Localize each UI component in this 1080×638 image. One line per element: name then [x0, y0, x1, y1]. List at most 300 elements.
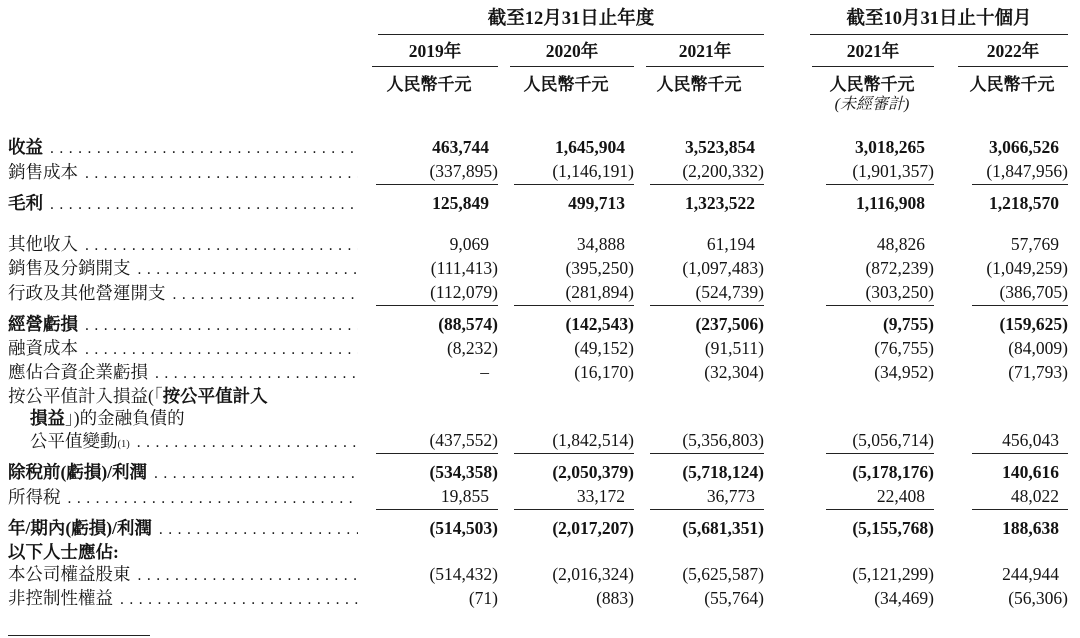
column-group-label: 截至12月31日止年度 [378, 8, 764, 35]
value: 33,172 [576, 486, 625, 506]
value: (142,543) [565, 314, 634, 334]
value-cell [956, 587, 1068, 611]
value-cell [956, 337, 1068, 361]
value: (84,009) [1008, 338, 1068, 358]
value-cell [810, 233, 934, 257]
value-cell [498, 485, 634, 510]
value-cell [634, 461, 764, 485]
value-cell [956, 563, 1068, 587]
value-bar [514, 337, 634, 361]
value: 1,218,570 [989, 193, 1059, 213]
value: (514,432) [429, 564, 498, 584]
value: (5,625,587) [682, 564, 764, 584]
value-cell [360, 361, 498, 385]
value: (514,503) [429, 518, 498, 538]
table-body [8, 136, 1080, 611]
row-label-part: 行政及其他營運開支 [8, 283, 166, 303]
value: (5,056,714) [852, 430, 934, 450]
value-cell [956, 517, 1068, 541]
value-bar [376, 587, 498, 611]
value: (1,097,483) [682, 258, 764, 278]
value-cell [634, 136, 764, 160]
value-cell [634, 337, 764, 361]
value-cell [810, 563, 934, 587]
value: (76,755) [874, 338, 934, 358]
value-bar [650, 361, 764, 385]
year-header-cell [956, 41, 1068, 67]
value-bar [972, 281, 1068, 306]
row-label [8, 257, 360, 281]
value-bar [826, 461, 934, 485]
value-cell [498, 563, 634, 587]
value-cell [810, 517, 934, 541]
value: 48,022 [1010, 486, 1059, 506]
table-row [8, 429, 1080, 454]
value-bar [972, 485, 1068, 510]
value-cell [360, 587, 498, 611]
value-bar [650, 587, 764, 611]
year-header-cell [360, 41, 498, 67]
row-label [8, 587, 360, 611]
value: 125,849 [432, 193, 489, 213]
value: 61,194 [706, 234, 755, 254]
value: (1,146,191) [552, 161, 634, 181]
value-bar [376, 136, 498, 160]
value-bar [826, 337, 934, 361]
value-bar [514, 461, 634, 485]
value-bar [376, 192, 498, 216]
value-cell [498, 517, 634, 541]
unaudited-note: (未經審計) [834, 96, 910, 113]
value-cell [634, 587, 764, 611]
table-row [8, 541, 1080, 563]
dot-leader [154, 463, 358, 485]
unit-header-cell [360, 69, 498, 95]
dot-leader [137, 432, 358, 454]
value-cell [956, 192, 1068, 216]
row-label-part: 融資成本 [8, 338, 78, 358]
value: (9,755) [882, 314, 934, 334]
value: 57,769 [1010, 234, 1059, 254]
value: (5,681,351) [682, 518, 764, 538]
row-label-part: 除稅前(虧損)/利潤 [8, 462, 148, 482]
value-bar [826, 257, 934, 281]
value: (386,705) [999, 282, 1068, 302]
value-bar [376, 361, 498, 385]
value-cell [360, 461, 498, 485]
value-bar [514, 313, 634, 337]
unit-header-cell [810, 69, 934, 114]
value: (1,842,514) [552, 430, 634, 450]
row-label [8, 486, 360, 510]
value-bar [514, 485, 634, 510]
value: (112,079) [430, 282, 498, 302]
value: 463,744 [432, 137, 489, 157]
value-cell [634, 160, 764, 185]
year-header-cell [634, 41, 764, 67]
value-bar [650, 337, 764, 361]
value-bar [514, 361, 634, 385]
unit-header-cell [956, 69, 1068, 95]
value: (56,306) [1008, 588, 1068, 608]
dot-leader [120, 589, 358, 611]
value-bar [972, 313, 1068, 337]
row-label [8, 233, 360, 257]
value-bar [650, 517, 764, 541]
value-cell [956, 160, 1068, 185]
value: (5,356,803) [682, 430, 764, 450]
value-bar [650, 461, 764, 485]
value-cell [498, 136, 634, 160]
table-row [8, 257, 1080, 281]
unit-label: 人民幣千元 [969, 75, 1055, 94]
unit-header-cell [634, 69, 764, 95]
value-cell [956, 257, 1068, 281]
value-bar [650, 257, 764, 281]
value-cell [634, 192, 764, 216]
row-label [8, 563, 360, 587]
value-bar [826, 485, 934, 510]
value: (2,050,379) [552, 462, 634, 482]
value-cell [956, 361, 1068, 385]
row-label-part: 」)的金融負債的 [65, 408, 185, 428]
value: (1,049,259) [986, 258, 1068, 278]
value: (55,764) [704, 588, 764, 608]
unit-label: 人民幣千元 [523, 75, 609, 94]
value-cell [360, 281, 498, 306]
value: 48,826 [876, 234, 925, 254]
value-bar [514, 160, 634, 185]
value: 22,408 [876, 486, 925, 506]
table-row [8, 313, 1080, 337]
dot-leader [138, 565, 359, 587]
year-header-cell [810, 41, 934, 67]
financial-table [8, 8, 1080, 636]
value-bar [972, 429, 1068, 454]
dot-leader [155, 363, 358, 385]
unit-label: 人民幣千元 [829, 75, 915, 94]
year-label: 2021年 [646, 41, 764, 67]
value-cell [360, 563, 498, 587]
row-label-part: 按公平值計入損益(「 [8, 386, 163, 406]
footnote-divider [8, 635, 150, 636]
value: 3,066,526 [989, 137, 1059, 157]
value: (337,895) [429, 161, 498, 181]
value-cell [360, 337, 498, 361]
value-cell [810, 192, 934, 216]
value-cell [634, 361, 764, 385]
value-cell [956, 136, 1068, 160]
table-row [8, 192, 1080, 216]
value-bar [514, 192, 634, 216]
row-label-part: 本公司權益股東 [8, 564, 131, 584]
column-group-label: 截至10月31日止十個月 [810, 8, 1068, 35]
value-bar [650, 233, 764, 257]
value-bar [376, 337, 498, 361]
value-bar [972, 337, 1068, 361]
value-cell [634, 313, 764, 337]
column-group-row [8, 8, 1080, 35]
table-row [8, 385, 1080, 407]
value-bar [650, 485, 764, 510]
value-cell [498, 461, 634, 485]
value: 1,323,522 [685, 193, 755, 213]
value: (883) [596, 588, 634, 608]
dot-leader [138, 259, 359, 281]
dot-leader [85, 315, 358, 337]
value: (71,793) [1008, 362, 1068, 382]
dot-leader [159, 519, 358, 541]
value-bar [376, 160, 498, 185]
row-label [8, 282, 360, 306]
value-cell [498, 160, 634, 185]
value-bar [972, 361, 1068, 385]
value: (32,304) [704, 362, 764, 382]
table-row [8, 136, 1080, 160]
value-cell [360, 136, 498, 160]
value-bar [650, 160, 764, 185]
value-bar [650, 192, 764, 216]
value: 36,773 [706, 486, 755, 506]
value-bar [376, 313, 498, 337]
value: (2,016,324) [552, 564, 634, 584]
value: 3,018,265 [855, 137, 925, 157]
value: (281,894) [565, 282, 634, 302]
value-cell [498, 337, 634, 361]
value: (1,847,956) [986, 161, 1068, 181]
table-row [8, 233, 1080, 257]
value-bar [650, 429, 764, 454]
row-label [8, 337, 360, 361]
value-cell [810, 257, 934, 281]
value-cell [634, 485, 764, 510]
value: (91,511) [704, 338, 764, 358]
value-bar [826, 313, 934, 337]
value: 188,638 [1002, 518, 1059, 538]
value-cell [498, 429, 634, 454]
value: 456,043 [1002, 430, 1059, 450]
value-cell [634, 257, 764, 281]
row-label [8, 192, 360, 216]
value-cell [956, 233, 1068, 257]
value-bar [972, 136, 1068, 160]
row-label: 公平值變動 (1) ..... [8, 430, 360, 454]
table-row [8, 587, 1080, 611]
value-bar [376, 517, 498, 541]
value-cell [360, 517, 498, 541]
value: 244,944 [1002, 564, 1059, 584]
value-cell [810, 587, 934, 611]
value-bar [972, 160, 1068, 185]
value: (524,739) [695, 282, 764, 302]
value: – [480, 362, 489, 382]
value-bar [650, 136, 764, 160]
value: (34,952) [874, 362, 934, 382]
value-bar [514, 517, 634, 541]
value: (2,200,332) [682, 161, 764, 181]
value: (16,170) [574, 362, 634, 382]
row-label [8, 136, 360, 160]
dot-leader [50, 194, 358, 216]
value-cell [810, 160, 934, 185]
row-label [8, 361, 360, 385]
value-bar [376, 461, 498, 485]
value-bar [376, 281, 498, 306]
value-cell [956, 281, 1068, 306]
value-cell [956, 485, 1068, 510]
value: (395,250) [565, 258, 634, 278]
row-label [8, 385, 360, 407]
value-bar [650, 313, 764, 337]
value-bar [650, 281, 764, 306]
value: 19,855 [440, 486, 489, 506]
value-cell [634, 429, 764, 454]
value-cell [810, 461, 934, 485]
row-label-part: 銷售成本 [8, 162, 78, 182]
unit-label: 人民幣千元 [386, 75, 472, 94]
value-cell [498, 313, 634, 337]
value-cell [360, 192, 498, 216]
value-bar [972, 563, 1068, 587]
value: (5,718,124) [682, 462, 764, 482]
value-bar [376, 257, 498, 281]
value: 9,069 [449, 234, 489, 254]
value-bar [376, 485, 498, 510]
value: (8,232) [446, 338, 498, 358]
value-bar [514, 587, 634, 611]
table-row [8, 485, 1080, 510]
unit-header-cell [498, 69, 634, 95]
table-row [8, 281, 1080, 306]
year-label: 2020年 [510, 41, 634, 67]
row-label-part: 經營虧損 [8, 314, 78, 334]
unit-header-row [8, 69, 1080, 114]
value-bar [972, 517, 1068, 541]
value-cell [498, 281, 634, 306]
table-row [8, 563, 1080, 587]
value: (111,413) [430, 258, 498, 278]
value: (71) [468, 588, 498, 608]
value: (534,358) [429, 462, 498, 482]
value-cell [810, 136, 934, 160]
value-cell [810, 361, 934, 385]
value-bar [826, 192, 934, 216]
value-cell [634, 233, 764, 257]
value: (49,152) [574, 338, 634, 358]
value: (2,017,207) [552, 518, 634, 538]
value-cell [634, 563, 764, 587]
value: 34,888 [576, 234, 625, 254]
row-label-part: 其他收入 [8, 234, 78, 254]
value-bar [826, 517, 934, 541]
value-bar [514, 233, 634, 257]
value: (5,121,299) [852, 564, 934, 584]
table-header [8, 8, 1080, 114]
value-cell [360, 485, 498, 510]
value-bar [826, 587, 934, 611]
value-bar [826, 563, 934, 587]
table-row [8, 517, 1080, 541]
table-row [8, 461, 1080, 485]
value-bar [376, 429, 498, 454]
row-label-part: 所得稅 [8, 487, 61, 507]
dot-leader [85, 235, 358, 257]
value-cell [956, 429, 1068, 454]
value-bar [826, 233, 934, 257]
value: (159,625) [999, 314, 1068, 334]
dot-leader [173, 284, 359, 306]
value-bar [826, 429, 934, 454]
value-bar [826, 361, 934, 385]
value: (5,178,176) [852, 462, 934, 482]
value-bar [826, 281, 934, 306]
row-label [8, 407, 360, 429]
value-cell [498, 361, 634, 385]
value-cell [360, 429, 498, 454]
dot-leader [85, 163, 358, 185]
unit-label: 人民幣千元 [656, 75, 742, 94]
value-cell [360, 160, 498, 185]
value-bar [514, 563, 634, 587]
value-cell [810, 485, 934, 510]
value-cell [810, 281, 934, 306]
value: 499,713 [568, 193, 625, 213]
value-cell [810, 313, 934, 337]
value-cell [498, 587, 634, 611]
table-row [8, 407, 1080, 429]
row-label-part: 公平值變動 [30, 431, 118, 451]
table-row [8, 361, 1080, 385]
row-label-part: 毛利 [8, 193, 43, 213]
value-cell [634, 281, 764, 306]
value-cell [634, 517, 764, 541]
value-bar [826, 160, 934, 185]
year-header-cell [498, 41, 634, 67]
value-bar [972, 461, 1068, 485]
row-label-part: 非控制性權益 [8, 588, 113, 608]
value-bar [376, 563, 498, 587]
value: 1,116,908 [855, 193, 925, 213]
year-label: 2021年 [812, 41, 934, 67]
value: (872,239) [865, 258, 934, 278]
value-bar [972, 587, 1068, 611]
row-label-part: 年/期內(虧損)/利潤 [8, 518, 152, 538]
value: (88,574) [438, 314, 498, 334]
year-label: 2019年 [372, 41, 498, 67]
value-cell [360, 313, 498, 337]
value-bar [972, 192, 1068, 216]
value: (34,469) [874, 588, 934, 608]
row-label-part: 應佔合資企業虧損 [8, 362, 148, 382]
row-label [8, 461, 360, 485]
row-label-part: 以下人士應佔: [8, 542, 119, 562]
row-label [8, 541, 360, 563]
year-label: 2022年 [958, 41, 1068, 67]
value-cell [498, 257, 634, 281]
value-bar [650, 563, 764, 587]
row-label-part: 收益 [8, 137, 43, 157]
value: (5,155,768) [852, 518, 934, 538]
row-label [8, 313, 360, 337]
value-cell [360, 233, 498, 257]
value-bar [514, 257, 634, 281]
value-bar [514, 136, 634, 160]
value: (237,506) [695, 314, 764, 334]
value: 3,523,854 [685, 137, 755, 157]
value-bar [826, 136, 934, 160]
value-bar [376, 233, 498, 257]
row-label-part: 損益 [30, 408, 65, 428]
